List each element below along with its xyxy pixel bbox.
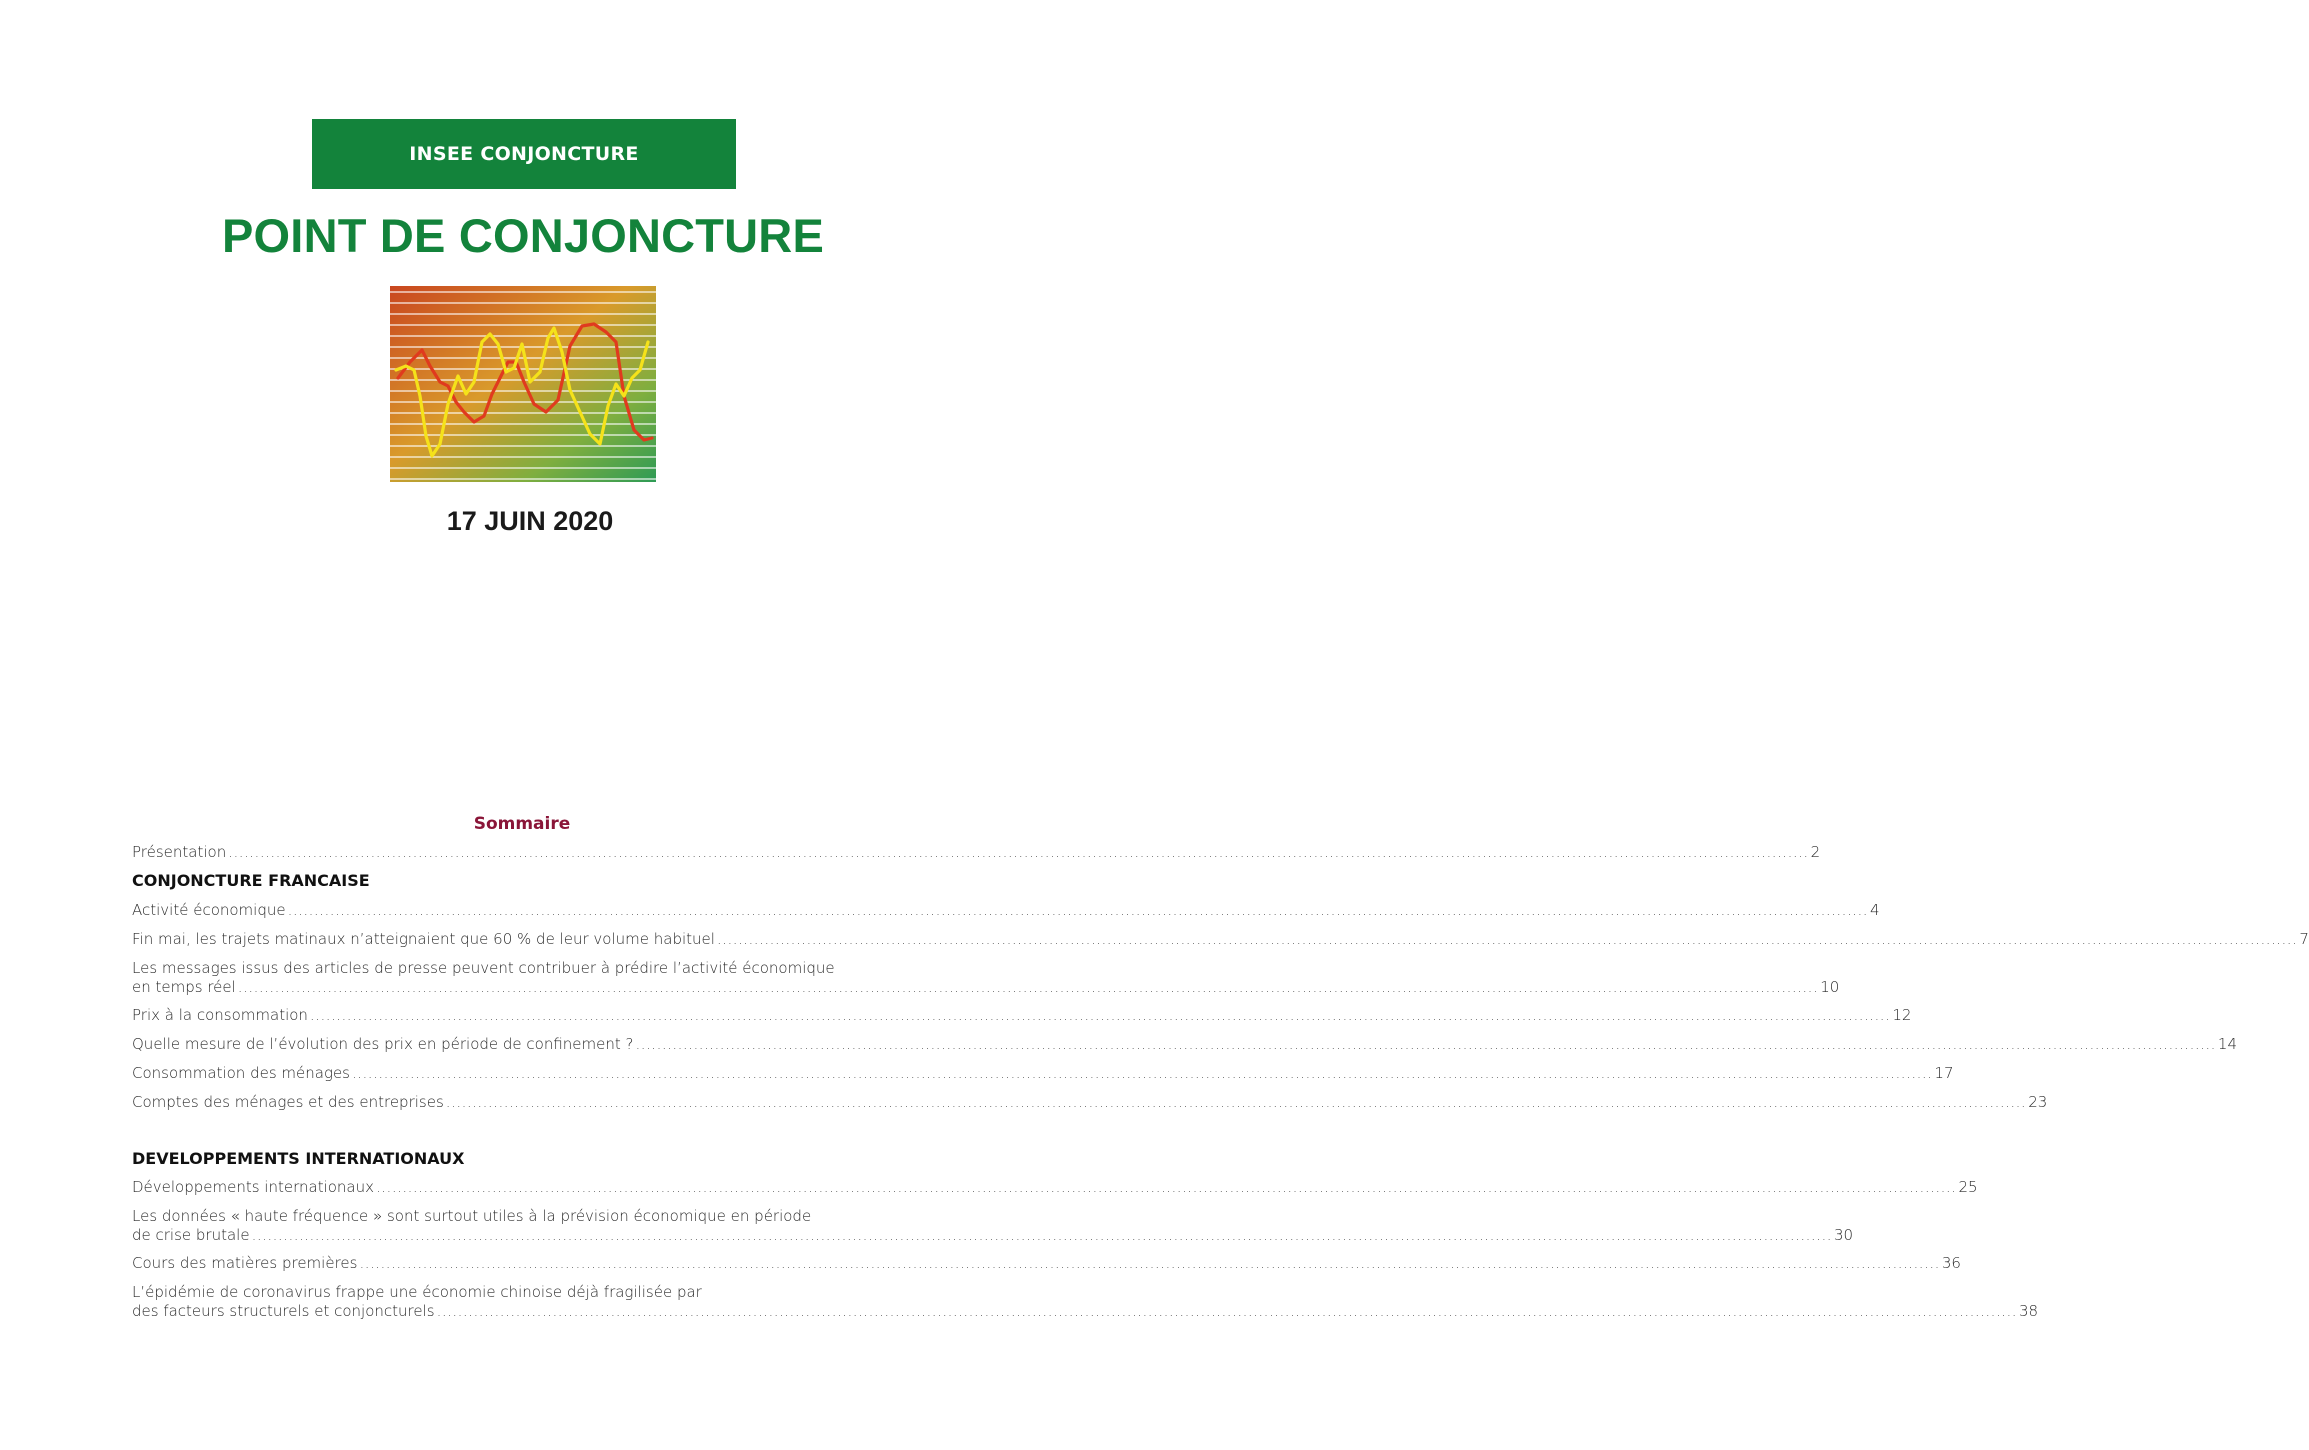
toc-entry-title: en temps réel (132, 978, 236, 996)
toc-entry[interactable] (132, 930, 2309, 949)
toc-entry-title: Fin mai, les trajets matinaux n’atteignaient que 60 % de leur volume habituel (132, 930, 715, 948)
toc-leader-dots: ............................................................................................................................................................................................................................................................................................................ (376, 1178, 1957, 1196)
toc-page-number: 12 (1892, 1006, 1912, 1024)
toc-entry-title: Les messages issus des articles de presse peuvent contribuer à prédire l’activité économique (132, 959, 835, 977)
toc-page-number: 38 (2019, 1302, 2039, 1320)
toc-entry[interactable] (132, 1035, 2238, 1054)
toc-heading: Sommaire (473, 814, 571, 834)
toc-entry-title: Les données « haute fréquence » sont surtout utiles à la prévision économique en période (132, 1207, 812, 1225)
toc-entry-title: Prix à la consommation (132, 1006, 308, 1024)
toc-page-number: 25 (1958, 1178, 1978, 1196)
toc-leader-dots: ............................................................................................................................................................................................................................................................................................................ (716, 930, 2298, 948)
toc-entry[interactable] (132, 1254, 1961, 1273)
page-title: POINT DE CONJONCTURE (222, 209, 824, 262)
toc-leader-dots: ............................................................................................................................................................................................................................................................................................................ (359, 1254, 1940, 1272)
toc-entry[interactable] (132, 1207, 1854, 1245)
toc-leader-dots: ............................................................................................................................................................................................................................................................................................................ (351, 1064, 1933, 1082)
toc-page-number: 17 (1934, 1064, 1954, 1082)
toc-entry-title: Consommation des ménages (132, 1064, 350, 1082)
toc-leader-dots: ............................................................................................................................................................................................................................................................................................................ (287, 901, 1869, 919)
line-chart-illustration-icon (390, 286, 656, 482)
toc-entry[interactable] (132, 1178, 1978, 1197)
toc-entry-title: Activité économique (132, 901, 286, 919)
toc-entry-title: Quelle mesure de l’évolution des prix en période de confinement ? (132, 1035, 634, 1053)
toc-leader-dots: ............................................................................................................................................................................................................................................................................................................ (237, 978, 1819, 996)
toc-page-number: 36 (1941, 1254, 1961, 1272)
toc-page-number: 14 (2217, 1035, 2238, 1053)
toc-leader-dots: ............................................................................................................................................................................................................................................................................................................ (228, 843, 1809, 861)
toc-section-title: DEVELOPPEMENTS INTERNATIONAUX (132, 1149, 465, 1168)
toc-page-number: 7 (2299, 930, 2309, 948)
toc-entry-title: L’épidémie de coronavirus frappe une économie chinoise déjà fragilisée par (132, 1283, 702, 1301)
toc-section-title: CONJONCTURE FRANCAISE (132, 871, 370, 890)
toc-page-number: 23 (2028, 1093, 2048, 1111)
banner-label: INSEE CONJONCTURE (409, 143, 639, 165)
toc-entry[interactable] (132, 1064, 1954, 1083)
toc-entry-title: Comptes des ménages et des entreprises (132, 1093, 444, 1111)
publication-date: 17 JUIN 2020 (446, 506, 614, 536)
toc-entry-title: Présentation (132, 843, 227, 861)
toc-leader-dots: ............................................................................................................................................................................................................................................................................................................ (436, 1302, 2018, 1320)
toc-entry[interactable] (132, 843, 1821, 862)
toc-leader-dots: ............................................................................................................................................................................................................................................................................................................ (309, 1006, 1891, 1024)
toc-page-number: 2 (1810, 843, 1821, 861)
publication-banner (312, 119, 736, 189)
toc-page-number: 4 (1870, 901, 1880, 919)
toc-entry-title: de crise brutale (132, 1226, 250, 1244)
toc-entry[interactable] (132, 1093, 2048, 1112)
toc-page-number: 10 (1820, 978, 1840, 996)
toc-leader-dots: ............................................................................................................................................................................................................................................................................................................ (251, 1226, 1832, 1244)
toc-entry-title: des facteurs structurels et conjoncturels (132, 1302, 435, 1320)
toc-entry[interactable] (132, 1283, 2039, 1321)
toc-entry[interactable] (132, 901, 1880, 920)
toc-entry-title: Développements internationaux (132, 1178, 375, 1196)
toc-page-number: 30 (1834, 1226, 1854, 1244)
toc-entry-title: Cours des matières premières (132, 1254, 358, 1272)
toc-entry[interactable] (132, 959, 1840, 997)
toc-leader-dots: ............................................................................................................................................................................................................................................................................................................ (635, 1035, 2216, 1053)
toc-entry[interactable] (132, 1006, 1912, 1025)
toc-leader-dots: ............................................................................................................................................................................................................................................................................................................ (445, 1093, 2027, 1111)
